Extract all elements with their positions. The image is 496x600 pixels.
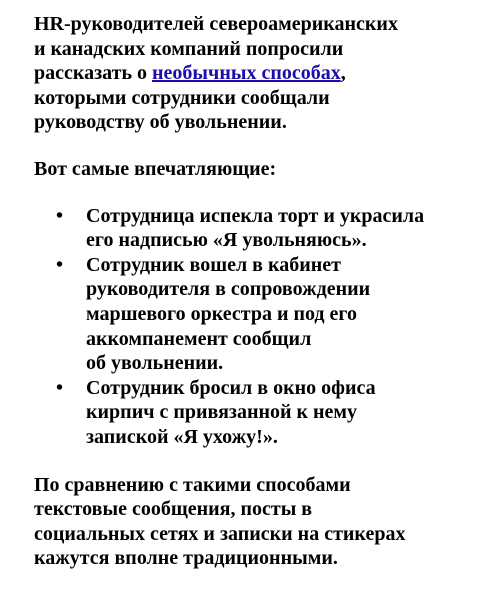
list-item-line: запиской «Я ухожу!». [86, 425, 278, 448]
intro-line: руководству об увольнении. [34, 111, 287, 134]
list-item-line: маршевого оркестра и под его [86, 302, 358, 325]
intro-line: и канадских компаний попросили [34, 37, 344, 60]
list-item-line: об увольнении. [86, 352, 224, 375]
list-item-line: Сотрудник бросил в окно офиса [86, 376, 376, 399]
list-item-line: руководителя в сопровождении [86, 278, 371, 301]
lead-paragraph: Вот самые впечатляющие: [34, 157, 277, 180]
examples-list [34, 204, 474, 450]
list-item [34, 253, 474, 376]
list-item-line: его надписью «Я увольняюсь». [86, 229, 367, 252]
list-item [34, 204, 474, 253]
conclusion-line: текстовые сообщения, посты в [34, 498, 313, 521]
conclusion-paragraph [34, 473, 474, 571]
intro-line [34, 61, 474, 86]
article-body [34, 12, 474, 571]
list-item-line: аккомпанемент сообщил [86, 327, 312, 350]
intro-line: HR-руководителей североамериканских [34, 13, 398, 35]
intro-text: , [340, 62, 346, 85]
list-item-line: Сотрудник вошел в кабинет [86, 253, 341, 276]
list-item [34, 376, 474, 450]
intro-text: рассказать о [34, 62, 153, 85]
conclusion-line: социальных сетях и записки на стикерах [34, 522, 406, 545]
conclusion-line: кажутся вполне традиционными. [34, 547, 338, 570]
intro-line: которыми сотрудники сообщали [34, 86, 330, 109]
bullet-icon: • [56, 376, 64, 399]
list-item-line: Сотрудница испекла торт и украсила [86, 204, 425, 227]
intro-paragraph [34, 12, 474, 135]
conclusion-line: По сравнению с такими способами [34, 473, 351, 496]
bullet-icon: • [56, 204, 64, 227]
bullet-icon: • [56, 253, 64, 276]
list-item-line: кирпич с привязанной к нему [86, 401, 358, 424]
unusual-ways-link[interactable]: необычных способах [152, 62, 341, 85]
